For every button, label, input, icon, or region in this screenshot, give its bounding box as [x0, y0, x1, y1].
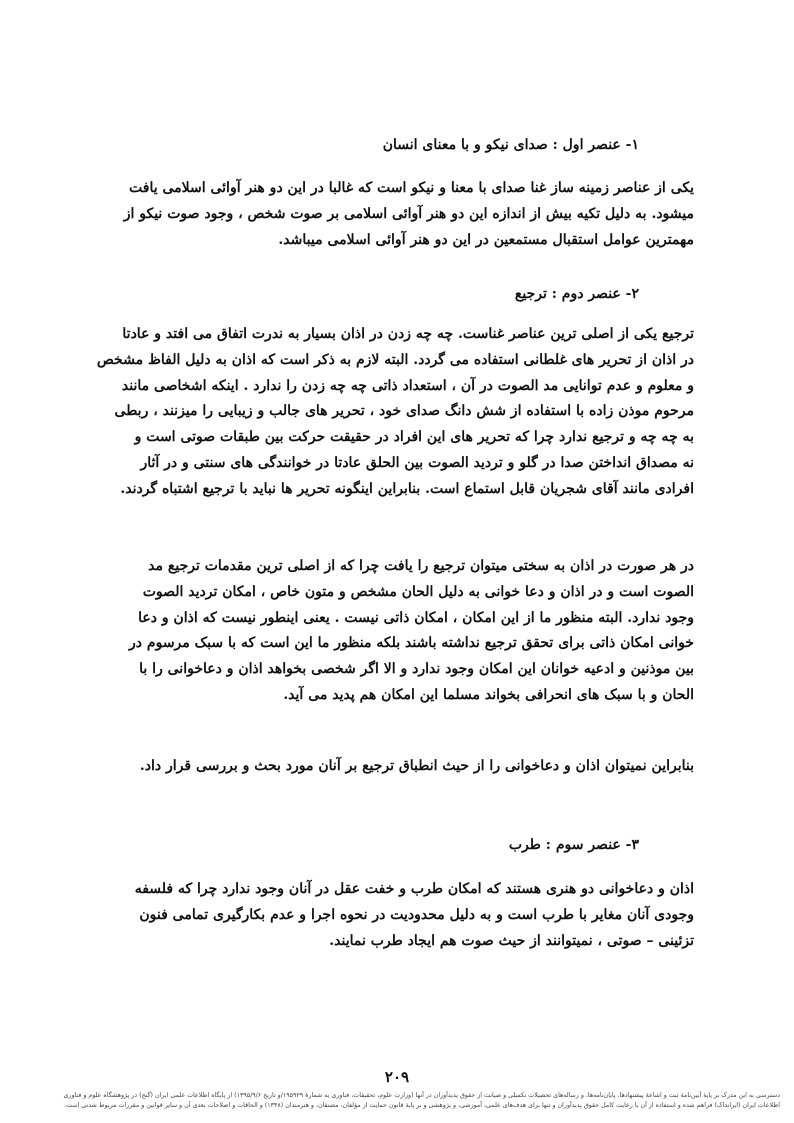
section-2-paragraph-2 [94, 554, 694, 709]
text-line: به چه چه و ترجیع ندارد چرا که تحریر های این افراد در حقیقت حرکت بین طبقات صوتی است و [134, 429, 694, 446]
footer-line: دسترسی به این مدرک بر پایهٔ آیین‌نامهٔ ثبت و اشاعهٔ پیشنهادها، پایان‌نامه‌ها، و رساله‌های تحصیلات تکمیلی و صیانت از حقوق پدیدآوران در آنها (وزارت علوم، تحقیقات، فناوری به شمارهٔ ۱۹۵۹۲۹/و تاریخ ۱۳۹۵/۹/۶) از پایگاه اطلاعات علمی ایران (گنج) در پژوهشگاه علوم و فناوری [63, 1092, 780, 1099]
section-1-paragraph-1 [94, 176, 694, 253]
text-line: ترجیع یکی از اصلی ترین عناصر غناست. چه چه زدن در اذان بسیار به ندرت اتفاق می افتد و عادتا [122, 326, 694, 342]
section-2-heading: ۲- عنصر دوم : ترجیع [514, 286, 639, 302]
text-line: یکی از عناصر زمینه ساز غنا صدای با معنا و نیکو است که غالبا در این دو هنر آوائی اسلامی یافت [129, 180, 694, 196]
text-line: اذان و دعاخوانی دو هنری هستند که امکان طرب و خفت عقل در آنان وجود ندارد چرا که فلسفه [134, 881, 694, 897]
text-line: میشود. به دلیل تکیه بیش از اندازه این دو هنر آوائی اسلامی بر صوت شخص ، وجود صوت نیکو از [123, 205, 694, 222]
text-line: بین موذنین و ادعیه خوانان این امکان وجود ندارد و الا اگر شخصی بخواهد اذان و دعاخوانی را با [139, 661, 694, 678]
text-line: تزئینی – صوتی ، نمیتوانند از حیث صوت هم ایجاد طرب نمایند. [329, 932, 694, 949]
footer-notice [14, 1091, 780, 1110]
text-line: مهمترین عوامل استقبال مستمعین در این دو هنر آوائی اسلامی میباشد. [278, 231, 694, 248]
page-number: ۲۰۹ [384, 1068, 410, 1086]
section-1-heading: ۱- عنصر اول : صدای نیکو و با معنای انسان [382, 137, 639, 153]
text-line: خوانی امکان ذاتی برای تحقق ترجیع نداشته باشند بلکه منظور ما این است که با سبک مرسوم در [129, 635, 694, 652]
footer-line: اطلاعات ایران (ایرانداک) فراهم شده و استفاده از آن با رعایت کامل حقوق پدیدآوران و تنها برای هدف‌های علمی، آموزشی، و پژوهشی و بر پایهٔ قانون حمایت از مؤلفان، مصنفان، و هنرمندان (۱۳۴۸) و الحاقات و اصلاحات بعدی آن و سایر قوانین و مقررات مربوط شدنی است. [64, 1101, 780, 1109]
section-3-paragraph-1 [94, 877, 694, 954]
text-line: در اذان از تحریر های غلطانی استفاده می گردد. البته لازم به ذکر است که اذان به دلیل الفاظ مشخص [96, 351, 694, 368]
text-line: وجود ندارد. البته منظور ما از این امکان ، امکان ذاتی نیست . یعنی اینطور نیست که اذان و دعا [138, 609, 694, 626]
text-line: افرادی مانند آقای شجریان قابل استماع است. بنابراین اینگونه تحریر ها نباید با ترجیع اشتباه گردند. [120, 480, 694, 497]
section-2-paragraph-3 [94, 754, 694, 780]
text-line: الحان و با سبک های انحرافی بخواند مسلما این امکان هم پدید می آید. [283, 686, 694, 703]
section-2-paragraph-1 [94, 322, 694, 503]
text-line: وجودی آنان مغایر با طرب است و به دلیل محدودیت در نحوه اجرا و عدم بکارگیری تمامی فنون [139, 906, 694, 923]
text-line: الصوت است و در اذان و دعا خوانی به دلیل الحان مشخص و متون خاص ، امکان تردید الصوت [142, 583, 694, 600]
section-3-heading: ۳- عنصر سوم : طرب [508, 837, 639, 853]
text-line: و معلوم و عدم توانایی مد الصوت در آن ، استعداد ذاتی چه چه زدن را ندارد . اینکه اشخاصی مانند [121, 377, 694, 394]
text-line: در هر صورت در اذان به سختی میتوان ترجیع را یافت چرا که از اصلی ترین مقدمات ترجیع مد [148, 558, 694, 574]
text-line: مرحوم موذن زاده با استفاده از شش دانگ صدای خود ، تحریر های جالب و زیبایی را میزنند ، ربطی [114, 403, 694, 420]
text-line: نه مصداق انداختن صدا در گلو و تردید الصوت بین الحلق عادتا در خوانندگی های سنتی و در آثار [140, 454, 694, 471]
text-line: بنابراین نمیتوان اذان و دعاخوانی را از حیث انطباق ترجیع بر آنان مورد بحث و بررسی قرار داد. [139, 758, 694, 774]
